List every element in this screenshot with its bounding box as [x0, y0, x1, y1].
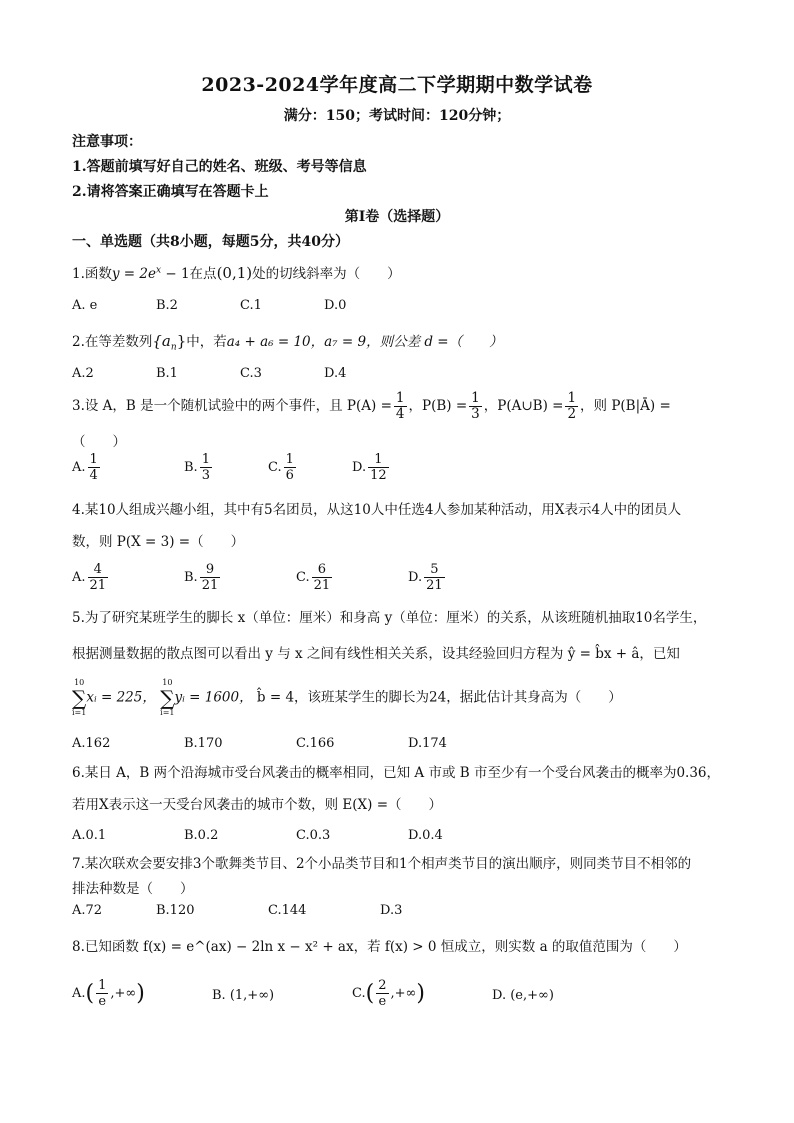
question-6-line2: 若用X表示这一天受台风袭击的城市个数，则 E(X) =（ ） [72, 797, 443, 813]
option-d: D.0 [324, 298, 347, 313]
denominator: 3 [201, 468, 210, 483]
fraction [469, 391, 482, 422]
numerator: 5 [424, 562, 445, 578]
option-label: D. [352, 460, 367, 475]
fraction [424, 562, 445, 593]
q1-post2: 处的切线斜率为（ ） [252, 266, 401, 282]
option-label: A. [72, 986, 86, 1001]
sum-lower: i=1 [160, 708, 175, 717]
question-3 [72, 391, 671, 422]
option-label: B. [212, 988, 226, 1003]
fraction [88, 452, 100, 483]
sum-upper: 10 [74, 678, 85, 687]
q5-sum1: xᵢ = 225， [86, 689, 156, 706]
option-d [352, 452, 391, 483]
sum-lower: i=1 [72, 708, 87, 717]
question-1 [72, 262, 401, 282]
q3-text: ，P(A∪B) = [483, 398, 564, 414]
denominator: e [378, 994, 387, 1009]
summation-sign: 10 ∑ i=1 [160, 678, 175, 717]
option-b: B.120 [156, 903, 195, 918]
fraction [96, 978, 108, 1009]
denominator: 21 [426, 578, 443, 593]
denominator: 4 [395, 406, 405, 422]
option-label: C. [268, 460, 282, 475]
q1-point: (0,1) [216, 264, 253, 282]
interval: (e,+∞) [510, 988, 554, 1003]
question-7-line2: 排法种数是（ ） [72, 881, 194, 897]
fraction [88, 562, 109, 593]
question-2 [72, 330, 503, 353]
option-c: C.3 [240, 366, 262, 381]
interval-tail: ,+∞ [390, 986, 417, 1001]
q5-bhat: b̂ = 4，该班某学生的脚长为24，据此估计其身高为（ ） [256, 689, 622, 706]
option-c: C.0.3 [296, 828, 331, 843]
fraction [284, 452, 296, 483]
fraction [565, 391, 578, 422]
note-item: 1.答题前填写好自己的姓名、班级、考号等信息 [72, 159, 367, 175]
option-c: C.( $\frac{2}{e}$ ,+∞) [352, 978, 425, 1009]
numerator: 1 [89, 452, 98, 467]
numerator: 2 [378, 978, 387, 993]
option-b [184, 562, 222, 593]
option-c: C.144 [268, 903, 307, 918]
numerator: 4 [88, 562, 109, 578]
summation-sign: 10 ∑ i=1 [72, 678, 87, 717]
option-label: B. [184, 460, 198, 475]
q1-sup: x [156, 265, 162, 276]
question-5-line3 [72, 678, 622, 718]
option-d: D.3 [380, 903, 403, 918]
fraction [200, 562, 221, 593]
section-heading: 一、单选题（共8小题，每题5分，共40分） [72, 234, 349, 250]
option-b [184, 452, 214, 483]
q2-seq: {a [152, 332, 171, 350]
option-a: A. e [72, 298, 98, 313]
fraction [394, 391, 407, 422]
question-5-line2: 根据测量数据的散点图可以看出 y 与 x 之间有线性相关关系，设其经验回归方程为 ŷ = b̂x + â，已知 [72, 646, 680, 662]
denominator: 6 [285, 468, 294, 483]
numerator: 1 [368, 452, 389, 468]
numerator: 1 [471, 390, 480, 406]
option-d [492, 988, 554, 1003]
exam-subtitle: 满分：150；考试时间：120分钟； [283, 108, 511, 124]
exam-title: 2023-2024学年度高二下学期期中数学试卷 [201, 74, 593, 96]
fraction [376, 978, 388, 1009]
option-label: A. [72, 460, 86, 475]
numerator: 1 [285, 452, 294, 467]
numerator: 1 [567, 390, 577, 406]
q3-text: ，则 P(B|Ā) = [580, 398, 671, 414]
option-a: A.72 [72, 903, 103, 918]
denominator: 4 [89, 468, 98, 483]
q2-seq-end: } [176, 332, 187, 350]
numerator: 1 [98, 978, 107, 993]
option-a [72, 562, 110, 593]
question-5-line1: 5.为了研究某班学生的脚长 x（单位：厘米）和身高 y（单位：厘米）的关系，从该班随机抽取10名学生， [72, 610, 707, 626]
option-c [268, 452, 298, 483]
interval: (1,+∞) [229, 988, 275, 1003]
option-d: D.0.4 [408, 828, 443, 843]
question-4-line1: 4.某10人组成兴趣小组，其中有5名团员，从这10人中任选4人参加某种活动，用X表示4人中的团员人 [72, 502, 682, 518]
option-b: B.170 [184, 736, 223, 751]
numerator: 1 [395, 390, 405, 406]
option-c [296, 562, 334, 593]
q5-sum2: yᵢ = 1600， [174, 689, 253, 706]
q1-post1: − 1在点 [161, 266, 217, 282]
option-d: D.174 [408, 736, 447, 751]
option-b: B.2 [156, 298, 178, 313]
option-b [212, 988, 274, 1003]
option-a: A.2 [72, 366, 94, 381]
numerator: 9 [200, 562, 221, 578]
q2-cond: a₄ + a₆ = 10，a₇ = 9，则公差 d =（ ） [226, 334, 503, 350]
denominator: 2 [567, 406, 577, 422]
q2-mid: 中，若 [186, 334, 227, 350]
option-label: C. [296, 570, 310, 585]
option-c: C.166 [296, 736, 335, 751]
option-d: D.4 [324, 366, 347, 381]
q3-line2: （ ） [72, 434, 126, 450]
q2-seq-sub: n [170, 342, 177, 353]
question-8: 8.已知函数 f(x) = e^(ax) − 2ln x − x² + ax，若 f(x) > 0 恒成立，则实数 a 的取值范围为（ ） [72, 939, 687, 955]
option-a: A.0.1 [72, 828, 107, 843]
part-title: 第I卷（选择题） [344, 209, 450, 225]
fraction [368, 452, 389, 483]
option-a [72, 452, 102, 483]
sum-upper: 10 [162, 678, 173, 687]
option-c: C.1 [240, 298, 262, 313]
question-6-line1: 6.某日 A，B 两个沿海城市受台风袭击的概率相同，已知 A 市或 B 市至少有一个受台风袭击的概率为0.36， [72, 765, 721, 781]
option-label: D. [408, 570, 423, 585]
option-d [408, 562, 447, 593]
option-b: B.0.2 [184, 828, 219, 843]
denominator: 21 [201, 578, 219, 593]
notes-heading: 注意事项： [72, 134, 142, 150]
question-7-line1: 7.某次联欢会要安排3个歌舞类节目、2个小品类节目和1个相声类节目的演出顺序，则同类节目不相邻的 [72, 856, 692, 872]
fraction [312, 562, 333, 593]
option-label: B. [184, 570, 198, 585]
denominator: 21 [313, 578, 331, 593]
numerator: 1 [201, 452, 210, 467]
option-label: D. [492, 988, 507, 1003]
question-4-line2: 数，则 P(X = 3) =（ ） [72, 534, 245, 550]
note-item: 2.请将答案正确填写在答题卡上 [72, 184, 269, 200]
option-label: C. [352, 986, 366, 1001]
denominator: 3 [471, 406, 480, 422]
interval-tail: ,+∞ [110, 986, 137, 1001]
fraction [200, 452, 212, 483]
q2-pre: 2.在等差数列 [72, 334, 153, 350]
option-label: A. [72, 570, 86, 585]
q1-expr: y = 2e [111, 266, 156, 282]
denominator: 21 [89, 578, 107, 593]
numerator: 6 [312, 562, 333, 578]
denominator: 12 [370, 468, 387, 483]
denominator: e [98, 994, 107, 1009]
option-a: A.( $\frac{1}{e}$ ,+∞) [72, 978, 145, 1009]
option-a: A.162 [72, 736, 111, 751]
q1-pre: 1.函数 [72, 266, 112, 282]
q3-text: 3.设 A，B 是一个随机试验中的两个事件，且 P(A) = [72, 398, 392, 414]
option-b: B.1 [156, 366, 178, 381]
q3-text: ，P(B) = [408, 398, 468, 414]
